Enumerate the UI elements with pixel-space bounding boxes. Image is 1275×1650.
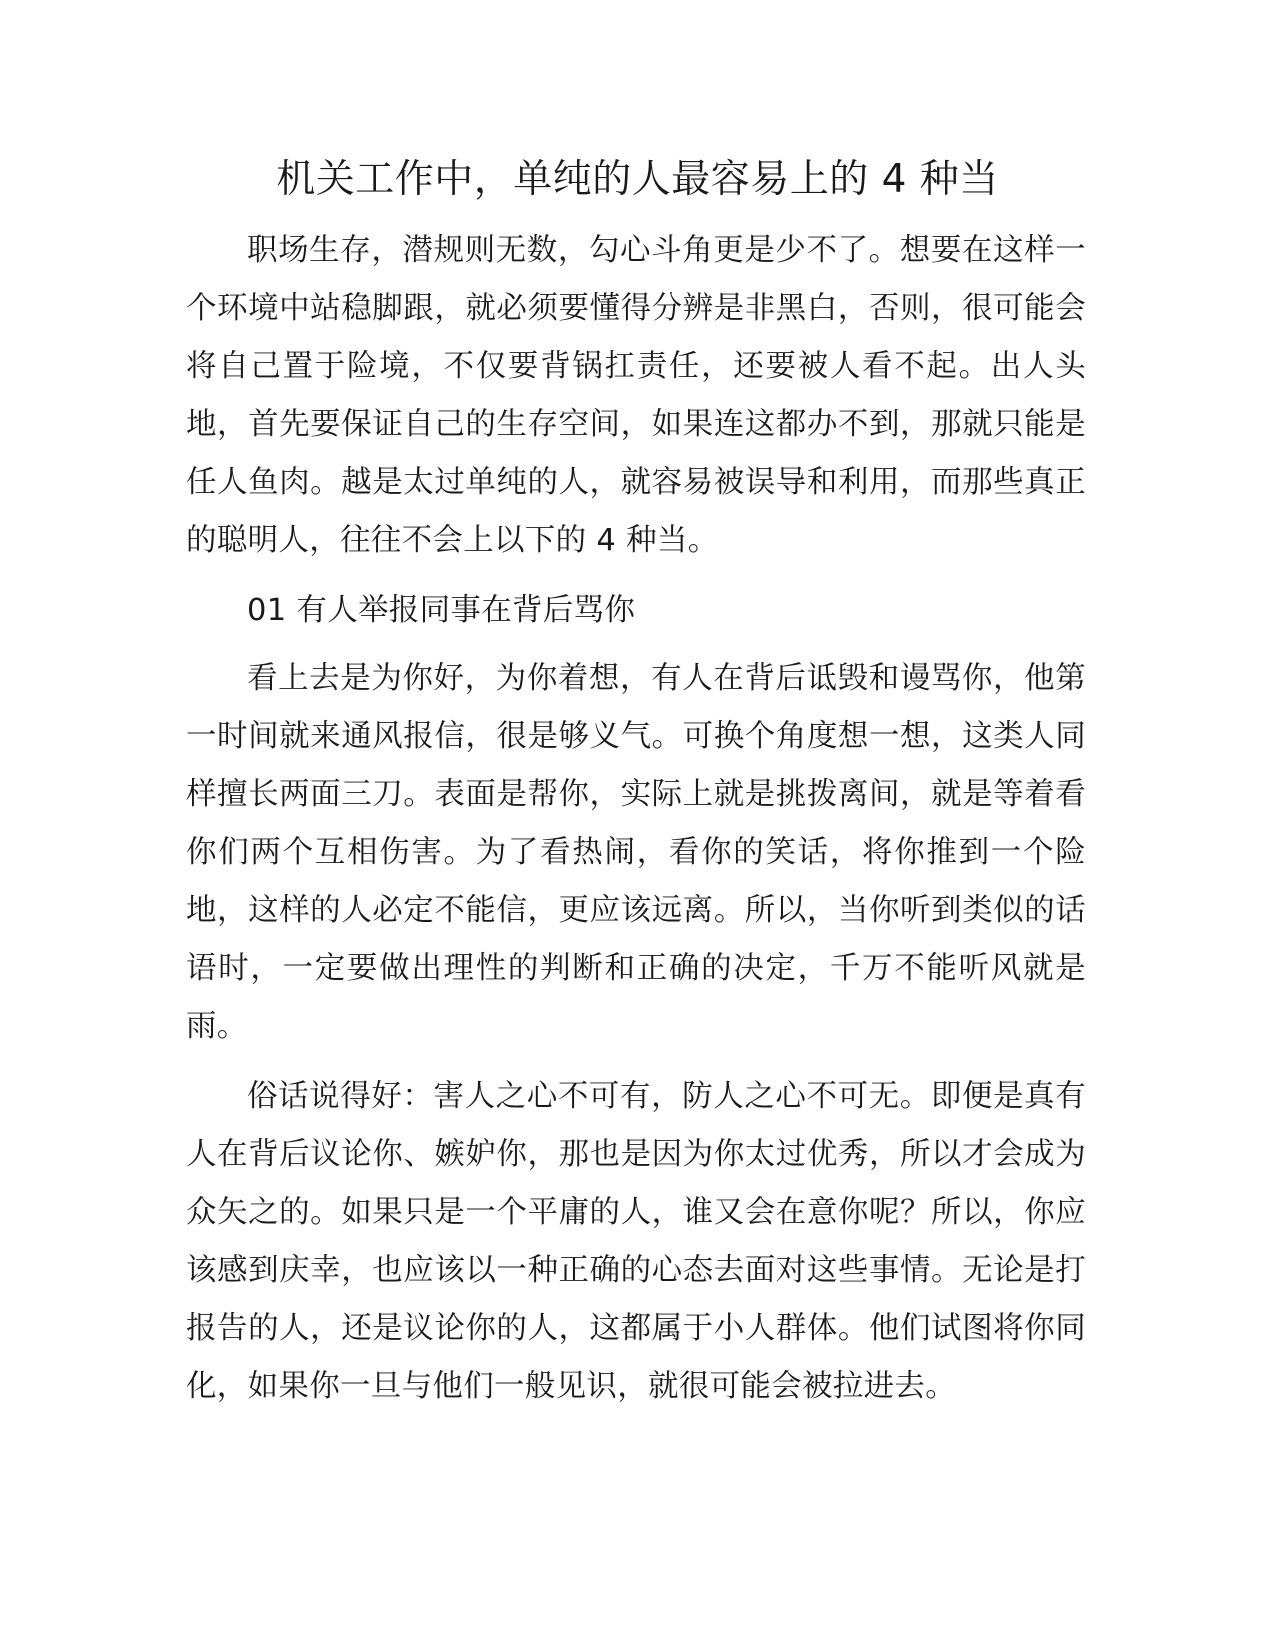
paragraph-section-01-a: 看上去是为你好，为你着想，有人在背后诋毁和谩骂你，他第一时间就来通风报信，很是够义气。可换个角度想一想，这类人同样擅长两面三刀。表面是帮你，实际上就是挑拨离间，就是等着看你们两个互相伤害。为了看热闹，看你的笑话，将你推到一个险地，这样的人必定不能信，更应该远离。所以，当你听到类似的话语时，一定要做出理性的判断和正确的决定，千万不能听风就是雨。 (186, 661, 1086, 1044)
section-heading-01: 01 有人举报同事在背后骂你 (247, 593, 636, 628)
document-title: 机关工作中，单纯的人最容易上的 4 种当 (276, 157, 999, 202)
paragraph-section-01-b: 俗话说得好：害人之心不可有，防人之心不可无。即便是真有人在背后议论你、嫉妒你，那也是因为你太过优秀，所以才会成为众矢之的。如果只是一个平庸的人，谁又会在意你呢？所以，你应该感到庆幸，也应该以一种正确的心态去面对这些事情。无论是打报告的人，还是议论你的人，这都属于小人群体。他们试图将你同化，如果你一旦与他们一般见识，就很可能会被拉进去。 (186, 1079, 1086, 1404)
paragraph-intro: 职场生存，潜规则无数，勾心斗角更是少不了。想要在这样一个环境中站稳脚跟，就必须要懂得分辨是非黑白，否则，很可能会将自己置于险境，不仅要背锅扛责任，还要被人看不起。出人头地，首先要保证自己的生存空间，如果连这都办不到，那就只能是任人鱼肉。越是太过单纯的人，就容易被误导和利用，而那些真正的聪明人，往往不会上以下的 4 种当。 (186, 233, 1086, 558)
document-body (186, 222, 1086, 1428)
